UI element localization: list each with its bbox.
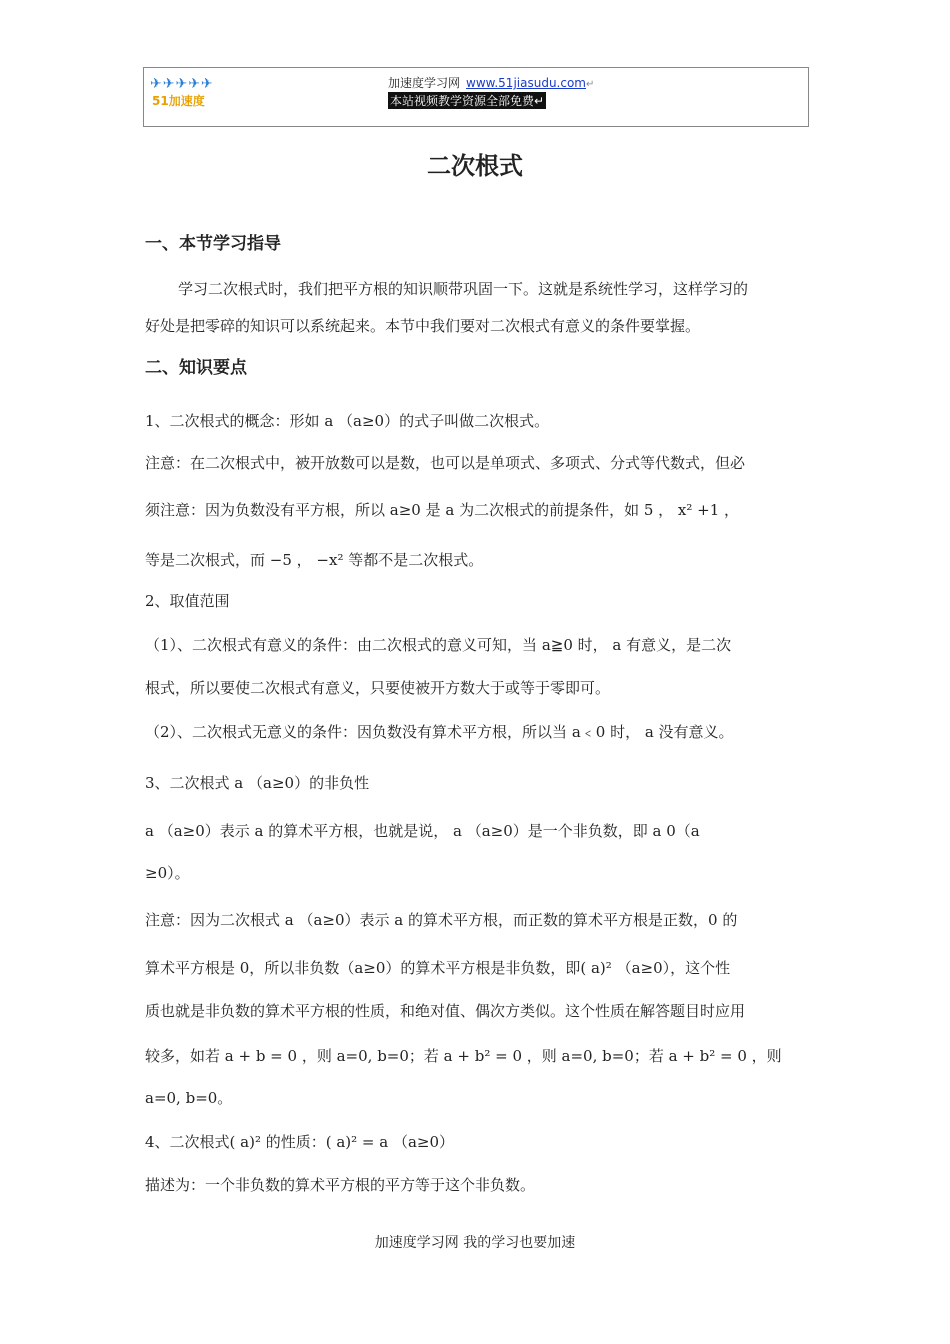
knowledge-line: 须注意：因为负数没有平方根，所以 a≥0 是 a 为二次根式的前提条件，如 5 ， x² +1 ， [145,501,740,519]
knowledge-line: 根式，所以要使二次根式有意义，只要使被开方数大于或等于零即可。 [145,679,611,697]
section2-heading: 二、知识要点 [145,358,247,378]
section1-line: 好处是把零碎的知识可以系统起来。本节中我们要对二次根式有意义的条件要掌握。 [145,317,701,335]
page-title: 二次根式 [427,152,523,180]
knowledge-line: 1、二次根式的概念：形如 a （a≥0）的式子叫做二次根式。 [145,412,550,430]
knowledge-line: 较多，如若 a + b = 0 ，则 a=0, b=0；若 a + b² = 0 ，则 a=0, b=0；若 a + b² = 0 ，则 [145,1047,782,1065]
section1-line: 学习二次根式时，我们把平方根的知识顺带巩固一下。这就是系统性学习，这样学习的 [178,280,749,298]
knowledge-line: 2、取值范围 [145,592,230,610]
knowledge-line: a （a≥0）表示 a 的算术平方根，也就是说， a （a≥0）是一个非负数，即 a 0（a [145,822,700,840]
knowledge-line: 注意：在二次根式中，被开放数可以是数，也可以是单项式、多项式、分式等代数式，但必 [145,454,746,472]
knowledge-line: 质也就是非负数的算术平方根的性质，和绝对值、偶次方类似。这个性质在解答题目时应用 [145,1002,746,1020]
logo-stars-icon: ✈✈✈✈✈ [150,76,214,92]
knowledge-line: （1）、二次根式有意义的条件：由二次根式的意义可知，当 a≧0 时， a 有意义，是二次 [145,636,732,654]
knowledge-line: 注意：因为二次根式 a （a≥0）表示 a 的算术平方根，而正数的算术平方根是正数，0 的 [145,911,738,929]
knowledge-line: （2）、二次根式无意义的条件：因负数没有算术平方根，所以当 a﹤0 时， a 没有意义。 [145,723,734,741]
site-line [388,74,594,91]
logo-text: 51加速度 [152,94,205,108]
page-header [143,67,809,127]
site-name: 加速度学习网 [388,76,461,90]
knowledge-line: 3、二次根式 a （a≥0）的非负性 [145,774,370,792]
return-mark: ↵ [586,79,595,90]
site-url-link[interactable]: www.51jiasudu.com [466,76,586,90]
free-notice: 本站视频教学资源全部免费↵ [390,94,545,108]
site-logo[interactable] [150,76,222,110]
knowledge-line: 描述为：一个非负数的算术平方根的平方等于这个非负数。 [145,1176,536,1194]
knowledge-line: 4、二次根式( a)² 的性质：( a)² = a （a≥0） [145,1133,455,1151]
page-footer: 加速度学习网 我的学习也要加速 [374,1235,576,1251]
knowledge-line: a=0, b=0。 [145,1089,233,1107]
knowledge-line: 等是二次根式，而 −5 ， −x² 等都不是二次根式。 [145,551,484,569]
knowledge-line: ≥0）。 [145,864,190,882]
knowledge-line: 算术平方根是 0，所以非负数（a≥0）的算术平方根是非负数，即( a)² （a≥0），这个性 [145,959,731,977]
section1-heading: 一、本节学习指导 [145,234,281,254]
